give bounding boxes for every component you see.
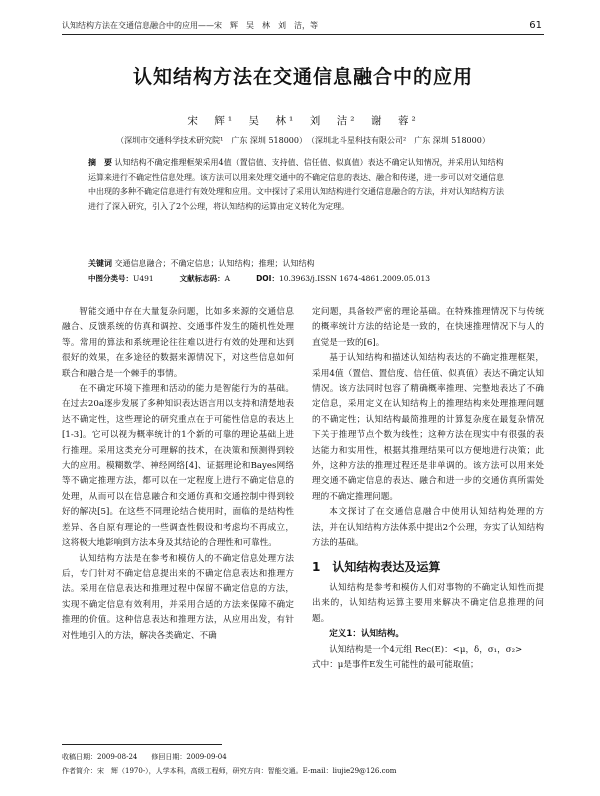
abstract — [88, 156, 504, 214]
body-column-right — [312, 305, 544, 673]
definition — [312, 627, 544, 642]
classification-line — [88, 273, 518, 284]
definition-text: 式中：μ是事件E发生可能性的最可能取值； — [312, 659, 479, 670]
header-rule — [62, 34, 544, 35]
body-paragraph: 认知结构是参考和模仿人们对事物的不确定认知性而提出来的，认知结构运算主要用来解决不确定信息推理的问题。 — [312, 582, 544, 624]
footnote-rule — [62, 744, 222, 745]
body-paragraph: 本文探讨了在交通信息融合中使用认知结构处理的方法，并在认知结构方法体系中提出2个公理，夯实了认知结构方法的基础。 — [312, 507, 544, 549]
page-number: 61 — [529, 20, 542, 31]
received-date: 收稿日期：2009-08-24 修回日期：2009-09-04 — [62, 753, 227, 761]
definition-text: 认知结构是一个4元组 Rec(E)：<μ，δ，σ₁，σ₂> — [329, 644, 523, 655]
affiliations: （深圳市交通科学技术研究院¹ 广东 深圳 518000） （深圳北斗星科技有限公司² 广东 深圳 518000） — [116, 136, 490, 145]
body-column-left — [62, 305, 294, 644]
body-paragraph: 基于认知结构和描述认知结构表达的不确定推理框架，采用4值（置信、置信度、信任值、似真值）表达不确定认知情况。该方法同时包容了精确概率推理、完整地表达了不确定信息，采用定义在认知结构上的推理结构来处理推理问题的不确定性；认知结构最简推理的计算复杂度在最复杂情况下关于推理节点个数为线性；这种方法在现实中有很强的表达能力和实用性，根据其推理结果可以方便地进行决策；此外，这种方法的推理过程还是非单调的。该方法可以用来处理交通不确定信息的表达、融合和进一步的交通仿真所需处理的不确定推理问题。 — [312, 353, 544, 502]
running-head-text: 认知结构方法在交通信息融合中的应用——宋 辉 吴 林 刘 洁，等 — [62, 21, 318, 30]
abstract-text: 认知结构不确定推理框架采用4值（置信值、支持值、信任值、似真值）表达不确定认知情况，并采用认知结构运算来进行不确定性信息处理。该方法可以用来处理交通中的不确定信息的表达、融合和传递，进一步可以对交通信息中出现的多种不确定信息进行有效处理和应用。文中探讨了采用认知结构进行交通信息融合的方法，并对认知结构方法进行了深入研究，引入了2个公理，将认知结构的运算由定义转化为定理。 — [88, 158, 504, 211]
body-paragraph: 认知结构方法是在参考和模仿人的不确定信息处理方法后，专门针对不确定信息提出来的不确定信息表达和推理方法。采用在信息表达和推理过程中保留不确定信息的方法，实现不确定信息有效利用，并采用合适的方法来保障不确定推理的价值。这种信息表达和推理方法，从应用出发，有针对性地引入的方法，解决各类确定、不确 — [62, 553, 294, 641]
definition-title: 定义1：认知结构。 — [329, 629, 404, 640]
document-code: 文献标志码：A — [179, 274, 231, 283]
body-paragraph: 在不确定环境下推理和活动的能力是智能行为的基础。在过去20a逐步发展了多种知识表达语言用以支持和清楚地表达不确定性，这些理论的研究重点在于可能性信息的表达上[1-3]。它可以视为概率统计的1个新的可靠的理论基础上进行推理。采用这类充分可理解的技术，在决策和预测得到较大的应用。模糊数学、神经网络[4]、证据理论和Bayes网络等不确定推理方法，都可以在一定程度上进行不确定信息的处理，从而可以在信息融合和交通仿真和交通控制中得到较好的解决[5]。在这些不同理论结合使用时，面临的是结构性差异、各自原有理论的一些调查性假设和考虑均不再成立，这将极大地影响到方法本身及其结论的合理性和可靠性。 — [62, 384, 294, 549]
authors: 宋 辉¹ 吴 林¹ 刘 洁² 谢 蓉² — [187, 115, 419, 127]
abstract-label: 摘 要 — [88, 158, 112, 167]
section-heading: 1 认知结构表达及运算 — [312, 559, 441, 574]
doi: DOI：10.3963/j.ISSN 1674-4861.2009.05.013 — [256, 274, 431, 283]
author-info: 作者简介：宋 辉（1970-），人学本科，高级工程师，研究方向：智能交通。E-mail：liujie29@126.com — [62, 767, 397, 775]
clc-number: 中图分类号：U491 — [88, 274, 154, 283]
keywords-text: 交通信息融合；不确定信息；认知结构；推理；认知结构 — [114, 259, 315, 268]
running-head — [62, 20, 542, 31]
keywords-label: 关键词 — [88, 259, 112, 268]
body-paragraph: 定问题，具备较严密的理论基础。在特殊推理情况下与传统的概率统计方法的结论是一致的，在快速推理情况下与人的直觉是一致的[6]。 — [312, 307, 544, 348]
keywords — [88, 258, 504, 269]
paper-title: 认知结构方法在交通信息融合中的应用 — [132, 66, 473, 88]
body-paragraph: 智能交通中存在大量复杂问题，比如多来源的交通信息融合、反馈系统的仿真和调控、交通事件发生的随机性处理等。常用的算法和系统理论往往难以进行有效的处理和达到很好的效果，在多途径的数据来源情况下，对这些信息如何联合和融合是一个棘手的事情。 — [62, 307, 294, 379]
